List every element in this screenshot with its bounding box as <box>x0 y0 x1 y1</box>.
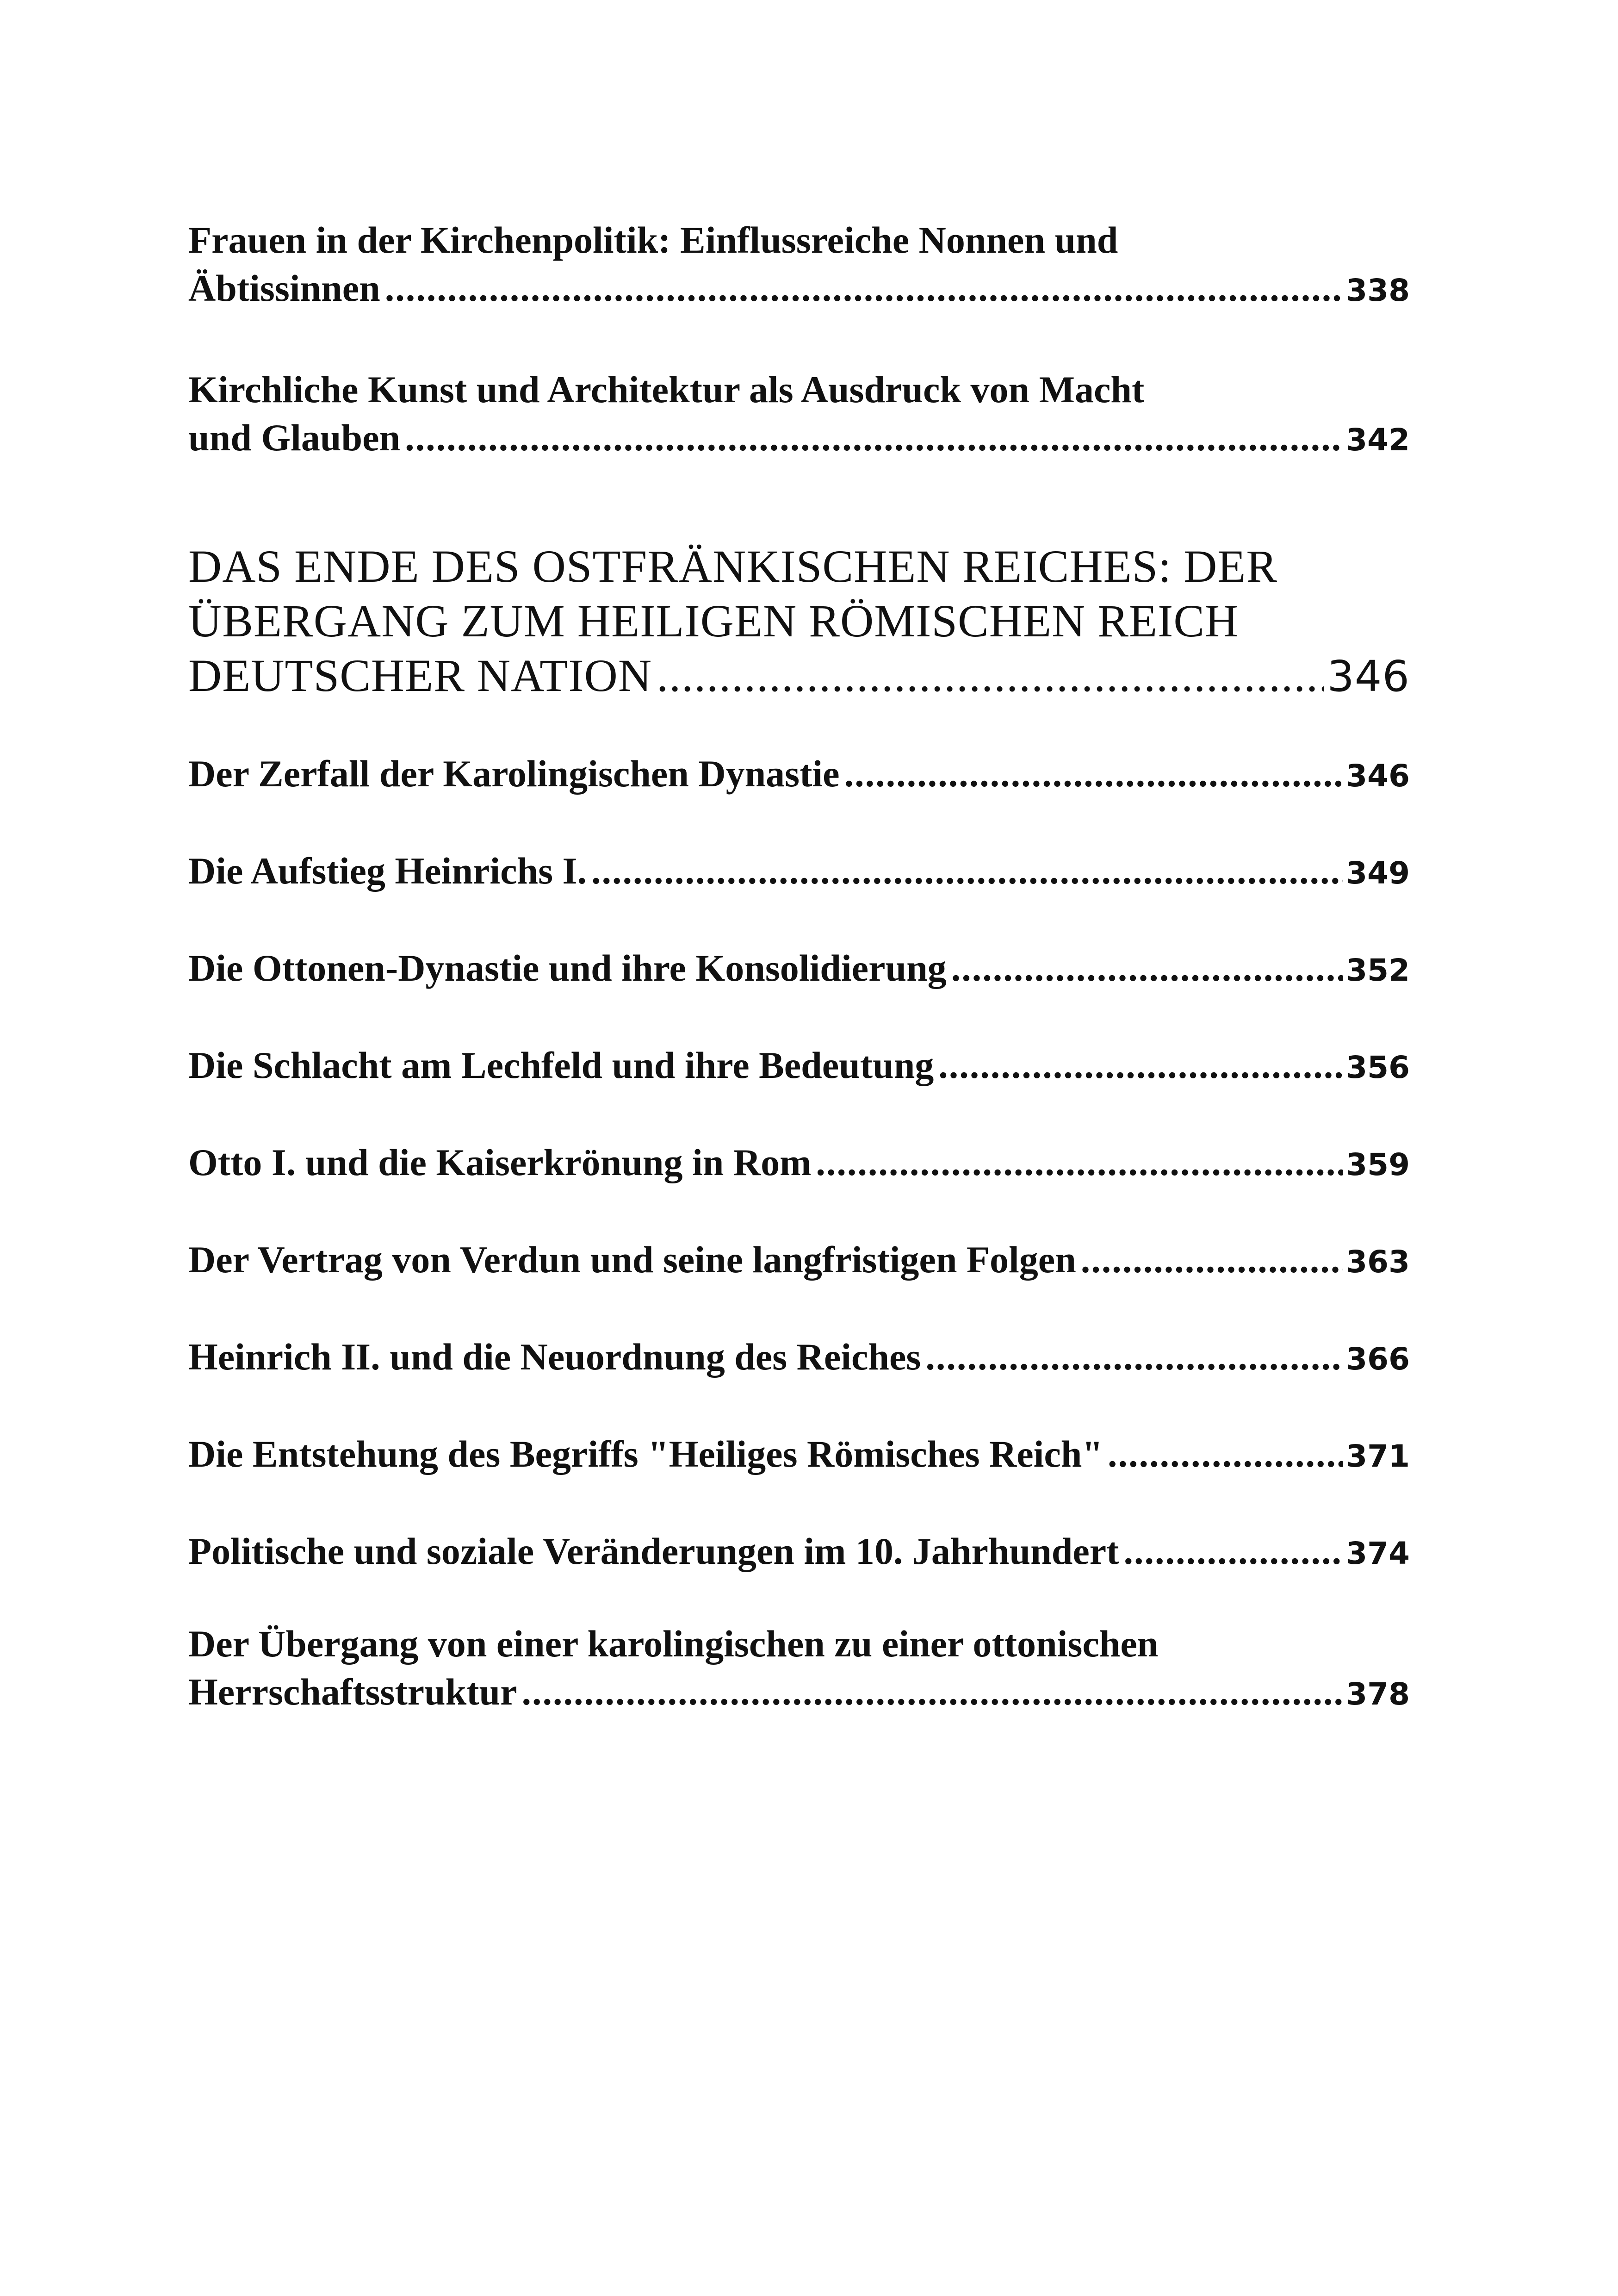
toc-page-number: 352 <box>1346 952 1410 988</box>
toc-entry[interactable] <box>188 1041 1410 1092</box>
chapter-title-line-2: ÜBERGANG ZUM HEILIGEN RÖMISCHEN REICH <box>188 595 1239 647</box>
toc-entry[interactable] <box>188 1620 1410 1718</box>
dot-leader <box>951 944 1344 992</box>
dot-leader <box>1123 1527 1343 1575</box>
toc-page-number: 359 <box>1346 1147 1410 1182</box>
chapter-title-line-3: DEUTSCHER NATION <box>188 650 652 701</box>
toc-page-number: 356 <box>1346 1050 1410 1085</box>
toc-entry-title: Die Entstehung des Begriffs "Heiliges Römisches Reich" <box>188 1433 1103 1475</box>
toc-entry-title-line-1: Frauen in der Kirchenpolitik: Einflussreiche Nonnen und <box>188 219 1118 261</box>
chapter-last-line <box>188 648 1410 704</box>
toc-entry-last-line <box>188 1668 1410 1718</box>
toc-entry-line <box>188 1527 1410 1578</box>
toc-entry-line <box>188 750 1410 800</box>
toc-entry-title-line-2: Äbtissinnen <box>188 267 380 309</box>
toc-entry[interactable] <box>188 1430 1410 1481</box>
toc-page-number: 349 <box>1346 855 1410 891</box>
toc-entry-title-line-2: Herrschaftsstruktur <box>188 1671 517 1713</box>
toc-entry-title: Otto I. und die Kaiserkrönung in Rom <box>188 1141 812 1183</box>
toc-entry-title: Politische und soziale Veränderungen im 10. Jahrhundert <box>188 1530 1119 1572</box>
dot-leader <box>522 1668 1344 1716</box>
toc-page-number: 338 <box>1346 273 1410 308</box>
toc-entry-line <box>188 1236 1410 1286</box>
toc-entry-title: Die Schlacht am Lechfeld und ihre Bedeutung <box>188 1044 934 1086</box>
toc-entry-line <box>188 1430 1410 1481</box>
toc-entry-line <box>188 1041 1410 1092</box>
toc-entry[interactable] <box>188 1139 1410 1189</box>
dot-leader <box>844 750 1344 798</box>
dot-leader <box>816 1139 1343 1187</box>
toc-entry[interactable] <box>188 847 1410 897</box>
toc-entry-line <box>188 1333 1410 1383</box>
dot-leader <box>591 847 1343 895</box>
toc-chapter-heading[interactable] <box>188 539 1410 704</box>
toc-entry-line <box>188 847 1410 897</box>
toc-entry[interactable] <box>188 944 1410 995</box>
toc-entry[interactable] <box>188 750 1410 800</box>
toc-entry-line <box>188 944 1410 995</box>
dot-leader <box>657 648 1324 703</box>
toc-entry-title-line-2: und Glauben <box>188 417 401 459</box>
toc-entry-title-line-1: Der Übergang von einer karolingischen zu einer ottonischen <box>188 1623 1159 1665</box>
chapter-title-line-1: DAS ENDE DES OSTFRÄNKISCHEN REICHES: DER <box>188 541 1278 592</box>
dot-leader <box>385 264 1343 312</box>
toc-entry-title: Der Vertrag von Verdun und seine langfristigen Folgen <box>188 1238 1076 1281</box>
toc-entry-last-line <box>188 414 1410 464</box>
toc-entry-title: Die Aufstieg Heinrichs I. <box>188 850 587 892</box>
toc-page-number: 346 <box>1346 758 1410 794</box>
toc-page-number: 342 <box>1346 422 1410 458</box>
dot-leader <box>925 1333 1343 1381</box>
chapter-page-number: 346 <box>1327 652 1410 701</box>
dot-leader <box>1108 1430 1343 1478</box>
dot-leader <box>405 414 1343 462</box>
toc-entry-title: Die Ottonen-Dynastie und ihre Konsolidierung <box>188 947 947 989</box>
toc-entry-title-line-1: Kirchliche Kunst und Architektur als Ausdruck von Macht <box>188 368 1145 411</box>
toc-entry-last-line <box>188 264 1410 315</box>
toc-entry[interactable] <box>188 1333 1410 1383</box>
dot-leader <box>1081 1236 1343 1284</box>
toc-page-number: 374 <box>1346 1536 1410 1571</box>
toc-entry[interactable] <box>188 366 1410 464</box>
toc-page-number: 378 <box>1346 1676 1410 1712</box>
dot-leader <box>938 1041 1343 1089</box>
toc-entry-title: Der Zerfall der Karolingischen Dynastie <box>188 753 840 795</box>
toc-page-number: 363 <box>1346 1244 1410 1280</box>
toc-entry-title: Heinrich II. und die Neuordnung des Reiches <box>188 1336 921 1378</box>
toc-entry[interactable] <box>188 1236 1410 1286</box>
toc-entry[interactable] <box>188 1527 1410 1578</box>
toc-page-number: 366 <box>1346 1341 1410 1377</box>
toc-entry[interactable] <box>188 216 1410 315</box>
toc-page-number: 371 <box>1346 1438 1410 1474</box>
toc-entry-line <box>188 1139 1410 1189</box>
